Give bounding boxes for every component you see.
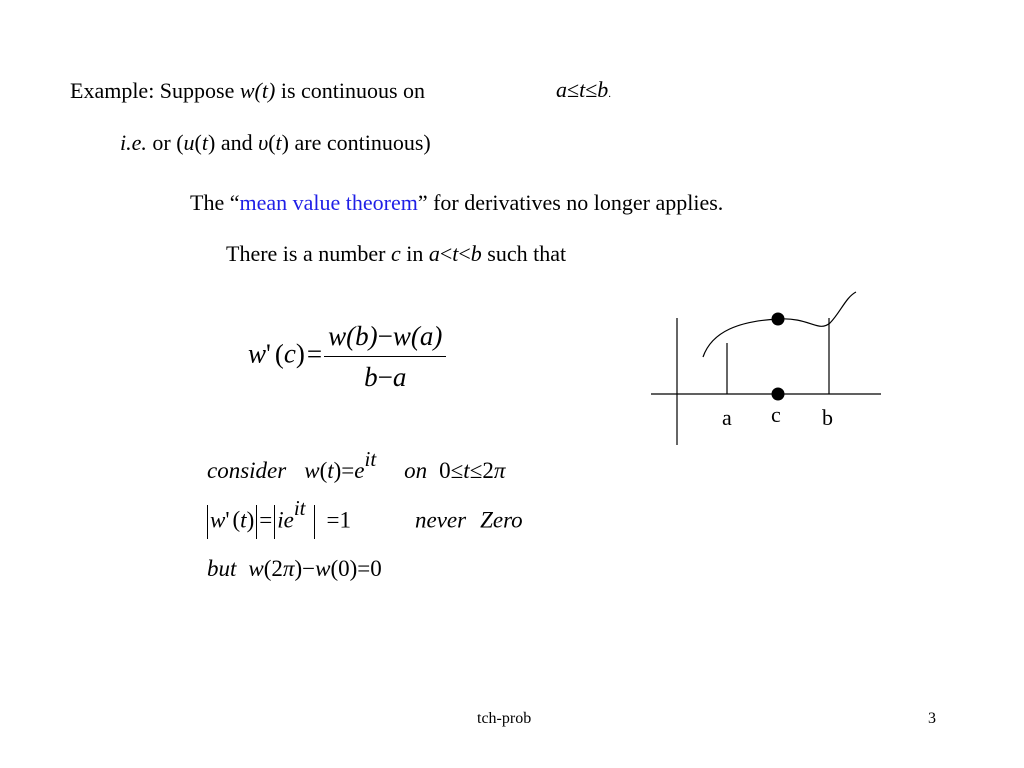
axis-point-c <box>772 388 785 401</box>
modulus-line <box>205 496 523 539</box>
ie-line <box>120 130 431 156</box>
consider-close: ) <box>333 458 342 483</box>
modulus-close: ) <box>246 507 255 533</box>
function-w-t: w(t) <box>239 78 276 103</box>
interval-a: a <box>556 77 567 102</box>
formula-prime: ' <box>266 338 271 369</box>
mvt-line <box>190 190 723 216</box>
consider-zero: 0 <box>439 458 451 483</box>
number-suffix: such that <box>481 241 567 266</box>
ie-p4: ) are continuous) <box>281 130 431 155</box>
modulus-t: t <box>240 507 247 533</box>
numerator-w2: w <box>392 321 411 351</box>
consider-le-2: ≤ <box>469 458 483 483</box>
but-zero: 0 <box>370 556 382 581</box>
formula-lhs-w: w <box>248 338 267 369</box>
but-pi: π <box>282 556 295 581</box>
diagram-label-c: c <box>771 402 781 427</box>
but-minus: − <box>302 556 316 581</box>
abs-bar-3 <box>274 505 275 539</box>
formula-numerator <box>324 316 446 357</box>
consider-word: consider <box>207 458 287 483</box>
diagram-label-a: a <box>722 405 732 430</box>
but-line <box>207 556 382 582</box>
modulus-equals-1: = <box>259 507 273 533</box>
number-prefix: There is a number <box>226 241 391 266</box>
modulus-prime: ' <box>225 507 230 533</box>
mvt-diagram <box>640 285 890 450</box>
consider-exponent: it <box>364 447 377 471</box>
consider-e: e <box>354 458 365 483</box>
numerator-b: (b) <box>346 321 378 351</box>
modulus-never: never <box>414 507 467 533</box>
but-arg2: (0) <box>330 556 358 581</box>
ie-v: υ <box>258 130 269 155</box>
modulus-ie: ie <box>277 507 294 533</box>
interval-a-t-b <box>556 77 611 103</box>
modulus-w: w <box>210 507 226 533</box>
number-a: a <box>428 241 440 266</box>
footer-title: tch-prob <box>477 710 532 727</box>
mvt-suffix: ” for derivatives no longer applies. <box>417 190 724 215</box>
number-c-line <box>226 241 566 267</box>
consider-t2: t <box>463 458 470 483</box>
denominator-b: b <box>364 362 378 392</box>
number-in: in <box>400 241 429 266</box>
but-close: ) <box>294 556 303 581</box>
number-lt-2: < <box>458 241 471 266</box>
denominator-a: a <box>392 362 407 392</box>
ie-abbrev: i.e. <box>120 130 147 155</box>
interval-le-2: ≤ <box>585 77 598 102</box>
mean-value-formula <box>248 316 446 397</box>
consider-on: on <box>404 458 428 483</box>
numerator-minus: − <box>377 321 393 351</box>
ie-p2: ) and <box>208 130 259 155</box>
mvt-prefix: The “ <box>190 190 240 215</box>
interval-b: b <box>597 77 609 102</box>
but-word: but <box>207 556 237 581</box>
diagram-label-b: b <box>822 405 833 430</box>
modulus-equals-2: = <box>326 507 340 533</box>
abs-bar-4 <box>314 505 315 539</box>
but-two: 2 <box>271 556 283 581</box>
abs-bar-1 <box>207 505 208 539</box>
formula-lhs-close: ) <box>295 338 305 369</box>
numerator-a: (a) <box>410 321 443 351</box>
formula-denominator <box>324 357 446 397</box>
consider-t: t <box>327 458 334 483</box>
example-mid: is continuous on <box>275 78 426 103</box>
modulus-exponent: it <box>293 496 306 521</box>
number-b: b <box>470 241 482 266</box>
formula-equals: = <box>306 338 323 369</box>
number-t: t <box>452 241 459 266</box>
but-equals: = <box>357 556 371 581</box>
consider-line <box>207 447 506 484</box>
consider-le-1: ≤ <box>450 458 464 483</box>
consider-two: 2 <box>482 458 494 483</box>
denominator-minus: − <box>377 362 393 392</box>
consider-equals: = <box>341 458 355 483</box>
consider-w: w <box>304 458 320 483</box>
page-number: 3 <box>928 710 936 727</box>
consider-open: ( <box>319 458 328 483</box>
consider-pi: π <box>493 458 506 483</box>
ie-or: or ( <box>146 130 184 155</box>
modulus-one: 1 <box>339 507 351 533</box>
number-c: c <box>390 241 401 266</box>
interval-dot: . <box>608 88 612 100</box>
ie-t2: t <box>275 130 282 155</box>
curve-point <box>772 313 785 326</box>
but-open: ( <box>263 556 272 581</box>
interval-le-1: ≤ <box>567 77 580 102</box>
mean-value-theorem-link[interactable]: mean value theorem <box>239 190 418 215</box>
interval-t: t <box>579 77 586 102</box>
ie-p1: ( <box>194 130 202 155</box>
but-w2: w <box>315 556 331 581</box>
formula-fraction <box>324 316 446 397</box>
numerator-w1: w <box>328 321 347 351</box>
formula-lhs-open: ( <box>274 338 284 369</box>
modulus-open: ( <box>232 507 241 533</box>
example-prefix: Example: Suppose <box>70 78 240 103</box>
ie-u: u <box>183 130 195 155</box>
abs-bar-2 <box>256 505 257 539</box>
number-lt-1: < <box>439 241 453 266</box>
but-w1: w <box>248 556 264 581</box>
ie-t1: t <box>201 130 208 155</box>
ie-p3: ( <box>268 130 276 155</box>
example-line <box>70 78 425 104</box>
formula-lhs-c: c <box>283 338 296 369</box>
modulus-zero-word: Zero <box>480 507 523 533</box>
